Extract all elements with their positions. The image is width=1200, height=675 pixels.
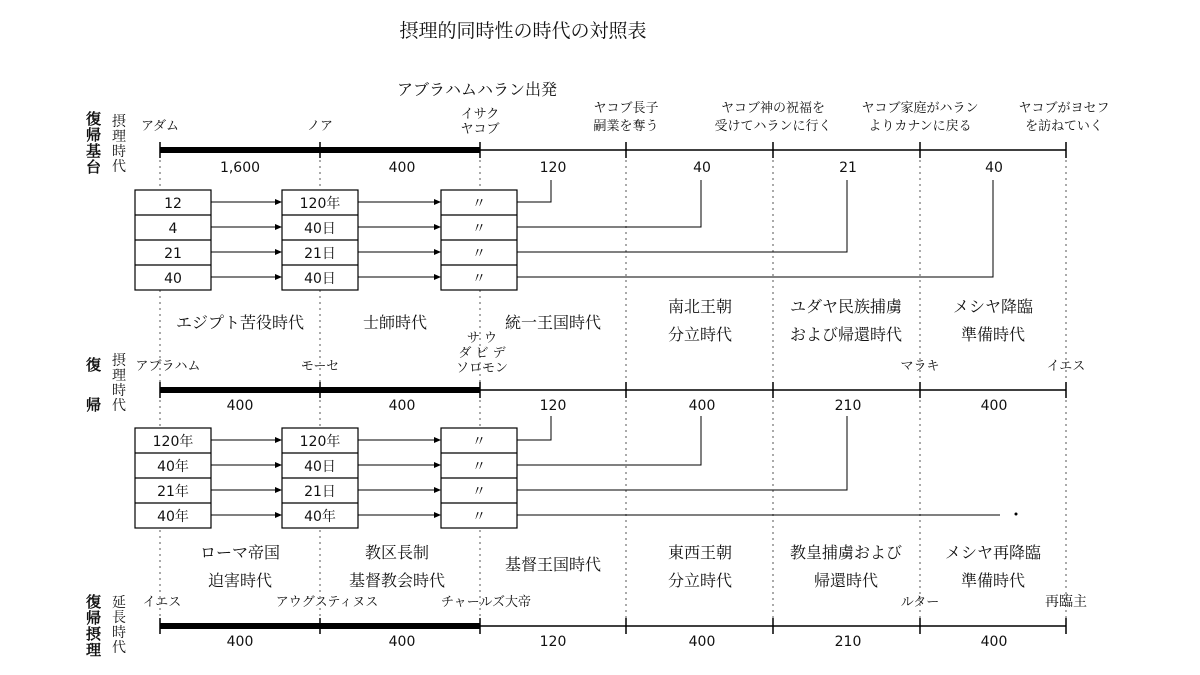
period-label: エジプト苦役時代 — [175, 313, 305, 332]
section-2-era-label: 摂理時代 — [112, 353, 126, 414]
event-label: ヤコブ家庭がハランよりカナンに戻る — [861, 101, 979, 134]
section-1-top-label: アブラハムハラン出発 — [396, 80, 558, 99]
span-label: 210 — [834, 634, 862, 650]
span-label: 400 — [388, 634, 416, 650]
section-2 — [86, 331, 1085, 590]
period-label: メシヤ再降臨準備時代 — [944, 543, 1042, 590]
box-cell: 〃 — [472, 484, 486, 500]
span-label: 21 — [839, 160, 857, 176]
box-cell: 40日 — [304, 459, 336, 475]
event-label: イサクヤコブ — [460, 107, 500, 137]
period-label: ローマ帝国迫害時代 — [199, 543, 281, 590]
box-cell: 40年 — [304, 509, 336, 525]
box-cell: 〃 — [472, 196, 486, 212]
event-label: イエス — [1046, 359, 1086, 374]
diagram-title: 摂理的同時性の時代の対照表 — [399, 20, 647, 42]
span-label: 40 — [693, 160, 711, 176]
period-label: ユダヤ民族捕虜および帰還時代 — [789, 297, 903, 344]
section-3-era-label: 延長時代 — [112, 595, 126, 656]
span-label: 400 — [980, 634, 1008, 650]
section-1-era-label: 摂理時代 — [112, 114, 126, 175]
box-cell: 21 — [164, 246, 182, 262]
span-label: 400 — [688, 634, 716, 650]
span-label: 40 — [985, 160, 1003, 176]
span-label: 120 — [539, 398, 567, 414]
stray-dot — [1015, 513, 1018, 516]
box-cell: 〃 — [472, 221, 486, 237]
box-cell: 〃 — [472, 459, 486, 475]
event-label: アダム — [140, 119, 180, 134]
box-cell: 21日 — [304, 484, 336, 500]
section-3 — [85, 593, 1087, 659]
event-label: 再臨主 — [1045, 594, 1087, 610]
span-label: 210 — [834, 398, 862, 414]
box-cell: 12 — [164, 196, 182, 212]
connectors — [517, 416, 1000, 515]
box-cell: 〃 — [472, 509, 486, 525]
span-label: 400 — [688, 398, 716, 414]
span-label: 120 — [539, 634, 567, 650]
box-cell: 40年 — [157, 459, 189, 475]
event-label: チャールズ大帝 — [441, 595, 531, 610]
event-label: アブラハム — [135, 359, 201, 374]
box-cell: 120年 — [299, 196, 341, 212]
period-label: 南北王朝分立時代 — [667, 297, 733, 344]
span-label: 400 — [226, 634, 254, 650]
box-cell: 〃 — [472, 246, 486, 262]
section-3-side-label: 復帰摂理 — [86, 593, 102, 659]
box-cell: 〃 — [472, 434, 486, 450]
period-label: 基督王国時代 — [504, 555, 602, 574]
span-label: 400 — [388, 160, 416, 176]
event-label: イエス — [142, 595, 182, 610]
event-label: モーセ — [300, 359, 340, 374]
period-label: 教区長制基督教会時代 — [348, 543, 446, 590]
period-label: メシヤ降臨準備時代 — [952, 297, 1034, 344]
span-label: 400 — [388, 398, 416, 414]
span-label: 120 — [539, 160, 567, 176]
span-label: 400 — [980, 398, 1008, 414]
box-cell: 4 — [168, 221, 178, 237]
period-label: 教皇捕虜および帰還時代 — [789, 543, 903, 590]
section-1 — [86, 80, 1110, 344]
period-label: 士師時代 — [362, 313, 428, 332]
box-cell: 21年 — [157, 484, 189, 500]
event-label: ノア — [306, 119, 334, 134]
box-cell: 40 — [164, 271, 182, 287]
box-cell: 40年 — [157, 509, 189, 525]
box-cell: 〃 — [472, 271, 486, 287]
period-label: 東西王朝分立時代 — [667, 543, 733, 590]
section-2-side-label: 復帰 — [86, 356, 102, 414]
event-label: ヤコブがヨセフを訪ねていく — [1018, 101, 1110, 134]
event-label: マラキ — [900, 359, 940, 374]
connectors — [517, 180, 993, 277]
event-label: ヤコブ長子嗣業を奪う — [593, 101, 659, 134]
event-label: サ ウダ ビ デソロモン — [455, 331, 509, 376]
span-label: 1,600 — [219, 160, 261, 176]
event-label: ルター — [900, 595, 940, 610]
event-label: ヤコブ神の祝福を受けてハランに行く — [714, 101, 832, 134]
box-cell: 120年 — [152, 434, 194, 450]
box-cell: 40日 — [304, 271, 336, 287]
period-label: 統一王国時代 — [504, 313, 602, 332]
span-label: 400 — [226, 398, 254, 414]
box-cell: 21日 — [304, 246, 336, 262]
section-1-side-label: 復帰基台 — [86, 110, 102, 176]
event-label: アウグスティヌス — [275, 595, 379, 610]
box-cell: 40日 — [304, 221, 336, 237]
box-cell: 120年 — [299, 434, 341, 450]
